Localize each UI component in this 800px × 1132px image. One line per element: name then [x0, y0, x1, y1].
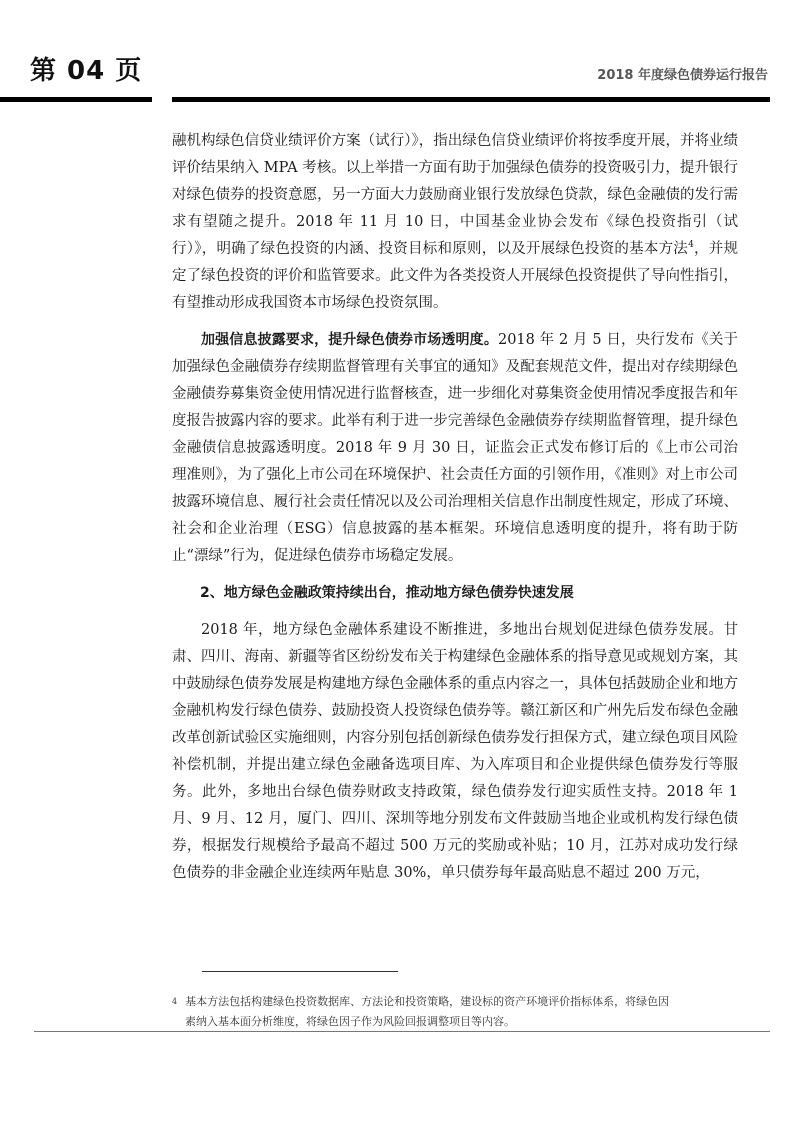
paragraph-2 — [172, 327, 738, 570]
footer-rule — [34, 1031, 770, 1032]
paragraph-1-tail: ，并规定了绿色投资的评价和监管要求。此文件为各类投资人开展绿色投资提供了导向性指引，有望推动形成我国资本市场绿色投资氛围。 — [172, 241, 739, 311]
footnote-text-1: 基本方法包括构建绿色投资数据库、方法论和投资策略，建设标的资产环境评价指标体系，将绿色因 — [185, 995, 670, 1008]
paragraph-1-text: 融机构绿色信贷业绩评价方案（试行）》，指出绿色信贷业绩评价将按季度开展，并将业绩评价结果纳入 MPA 考核。以上举措一方面有助于加强绿色债券的投资吸引力，提升银行对绿色债券的投资意愿，另一方面大力鼓励商业银行发放绿色贷款，绿色金融债的发行需求有望随之提升。2018 年 11 月 10 日，中国基金业协会发布《绿色投资指引（试行）》，明确了绿色投资的内涵、投资目标和原则，以及开展绿色投资的基本方法 — [172, 133, 738, 257]
header-rule-left — [0, 97, 152, 102]
header-rule-right — [172, 97, 770, 102]
footnote-line-1 — [172, 992, 738, 1012]
paragraph-2-lead: 加强信息披露要求，提升绿色债券市场透明度。 — [201, 332, 498, 348]
body-text — [172, 128, 738, 887]
report-title: 2018 年度绿色债券运行报告 — [597, 68, 768, 83]
footnote-ref: 4 — [688, 240, 694, 251]
paragraph-2-text: 2018 年 2 月 5 日，央行发布《关于加强绿色金融债券存续期监督管理有关事宜的通知》及配套规范文件，提出对存续期绿色金融债券募集资金使用情况进行监督核查，进一步细化对募集资金使用情况季度报告和年度报告披露内容的要求。此举有利于进一步完善绿色金融债券存续期监督管理，提升绿色金融债信息披露透明度。2018 年 9 月 30 日，证监会正式发布修订后的《上市公司治理准则》，为了强化上市公司在环境保护、社会责任方面的引领作用，《准则》对上市公司披露环境信息、履行社会责任情况以及公司治理相关信息作出制度性规定，形成了环境、社会和企业治理（ESG）信息披露的基本框架。环境信息透明度的提升，将有助于防止“漂绿”行为，促进绿色债券市场稳定发展。 — [172, 332, 739, 564]
section-heading: 2、地方绿色金融政策持续出台，推动地方绿色债券快速发展 — [200, 585, 574, 601]
page-number: 第 04 页 — [30, 56, 143, 86]
footnote-text-2: 素纳入基本面分析维度，将绿色因子作为风险回报调整项目等内容。 — [185, 1015, 515, 1028]
footnote — [172, 992, 738, 1032]
paragraph-3: 2018 年，地方绿色金融体系建设不断推进，多地出台规划促进绿色债券发展。甘肃、四川、海南、新疆等省区纷纷发布关于构建绿色金融体系的指导意见或规划方案，其中鼓励绿色债券发展是构建地方绿色金融体系的重点内容之一，具体包括鼓励企业和地方金融机构发行绿色债券、鼓励投资人投资绿色债券等。赣江新区和广州先后发布绿色金融改革创新试验区实施细则，内容分别包括创新绿色债券发行担保方式，建立绿色项目风险补偿机制，并提出建立绿色金融备选项目库、为入库项目和企业提供绿色债券发行等服务。此外，多地出台绿色债券财政支持政策，绿色债券发行迎实质性支持。2018 年 1 月、9 月、12 月，厦门、四川、深圳等地分别发布文件鼓励当地企业或机构发行绿色债券，根据发行规模给予最高不超过 500 万元的奖励或补贴；10 月，江苏对成功发行绿色债券的非金融企业连续两年贴息 30%，单只债券每年最高贴息不超过 200 万元， — [172, 622, 738, 881]
footnote-separator — [202, 971, 398, 972]
paragraph-1 — [172, 128, 738, 317]
footnote-mark: 4 — [172, 997, 178, 1006]
